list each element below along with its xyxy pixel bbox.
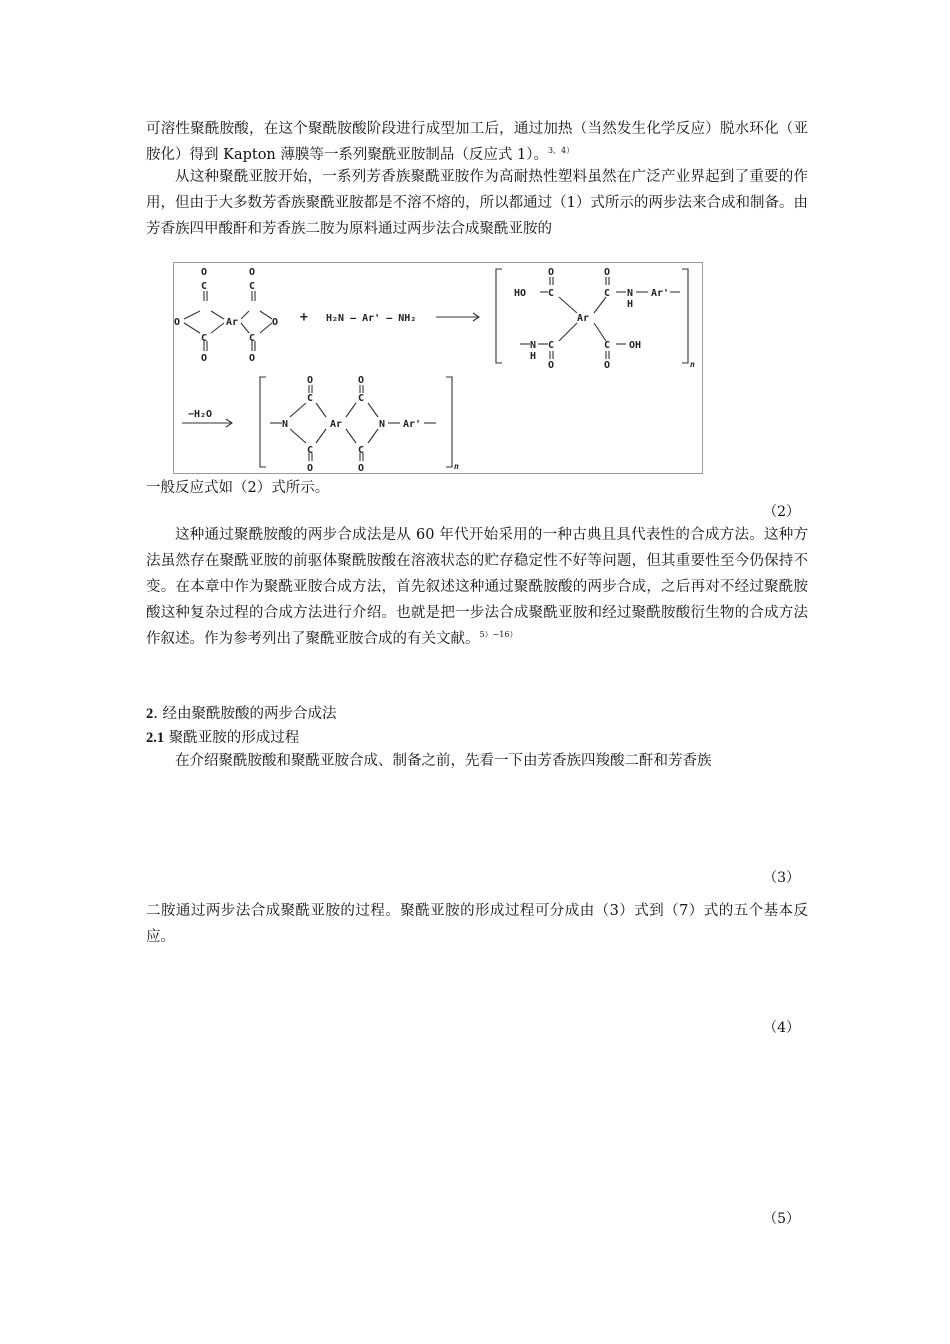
repeat-unit-n: n bbox=[454, 462, 459, 471]
plus-sign: + bbox=[300, 310, 308, 325]
atom-label: O bbox=[249, 353, 256, 364]
paragraph-reaction-ref: 一般反应式如（2）式所示。 bbox=[146, 480, 330, 496]
atom-label: O bbox=[548, 267, 555, 278]
atom-label: C bbox=[604, 288, 611, 299]
atom-label: O bbox=[358, 463, 365, 473]
atom-label: O bbox=[174, 317, 181, 328]
atom-label: O bbox=[548, 360, 555, 371]
atom-label: C bbox=[201, 333, 208, 344]
atom-label: O bbox=[358, 375, 365, 386]
atom-label: O bbox=[307, 463, 314, 473]
atom-label: Ar bbox=[577, 313, 590, 324]
atom-label: O bbox=[604, 360, 611, 371]
reaction-scheme bbox=[173, 262, 703, 474]
repeat-unit-n: n bbox=[690, 360, 695, 369]
atom-label: Ar bbox=[226, 317, 239, 328]
paragraph-intro: 可溶性聚酰胺酸，在这个聚酰胺酸阶段进行成型加工后，通过加热（当然发生化学反应）脱水环化（亚胺化）得到 Kapton 薄膜等一系列聚酰亚胺制品（反应式 1）。$^{3、4)}$ bbox=[146, 121, 808, 163]
atom-label: C bbox=[358, 393, 365, 404]
section-heading: 2. 经由聚酰胺酸的两步合成法 bbox=[146, 706, 337, 722]
subsection-heading: 2.1 聚酰亚胺的形成过程 bbox=[146, 730, 300, 746]
atom-label: OH bbox=[629, 340, 642, 351]
atom-label: C bbox=[358, 445, 365, 456]
atom-label: C bbox=[548, 340, 555, 351]
atom-label: O bbox=[249, 267, 256, 278]
paragraph-aromatic-polyimide: 从这种聚酰亚胺开始，一系列芳香族聚酰亚胺作为高耐热性塑料虽然在广泛产业界起到了重要的作用，但由于大多数芳香族聚酰亚胺都是不溶不熔的，所以都通过（1）式所示的两步法来合成和制备。由芳香族四甲酸酐和芳香族二胺为原料通过两步法合成聚酰亚胺的 bbox=[146, 169, 808, 237]
atom-label: C bbox=[307, 393, 314, 404]
atom-label: O bbox=[201, 267, 208, 278]
atom-label: C bbox=[201, 281, 208, 292]
reaction-scheme-drawing bbox=[174, 263, 702, 473]
atom-label: C bbox=[249, 333, 256, 344]
paragraph-two-step-method: 这种通过聚酰胺酸的两步合成法是从 60 年代开始采用的一种古典且具代表性的合成方法。这种方法虽然存在聚酰亚胺的前驱体聚酰胺酸在溶液状态的贮存稳定性不好等问题，但其重要性至今仍保持不变。在本章中作为聚酰亚胺合成方法，首先叙述这种通过聚酰胺酸的两步合成，之后再对不经过聚酰胺酸这种复杂过程的合成方法进行介绍。也就是把一步法合成聚酰亚胺和经过聚酰胺酸衍生物的合成方法作叙述。作为参考列出了聚酰亚胺合成的有关文献。$^{5)\sim 16)}$ bbox=[146, 527, 808, 647]
atom-label: N bbox=[627, 288, 634, 299]
atom-label: N bbox=[282, 419, 289, 430]
atom-label: C bbox=[307, 445, 314, 456]
atom-label: H bbox=[530, 351, 537, 362]
atom-label: Ar' bbox=[403, 419, 422, 430]
atom-label: O bbox=[307, 375, 314, 386]
atom-label: HO bbox=[514, 288, 527, 299]
citation-ref: 3、4） bbox=[547, 146, 575, 156]
paragraph-formation-intro: 在介绍聚酰胺酸和聚酰亚胺合成、制备之前，先看一下由芳香族四羧酸二酐和芳香族 bbox=[175, 753, 712, 769]
atom-label: H bbox=[627, 299, 634, 310]
atom-label: C bbox=[249, 281, 256, 292]
atom-label: O bbox=[604, 267, 611, 278]
citation-ref: 5）~16） bbox=[479, 630, 518, 640]
atom-label: C bbox=[604, 340, 611, 351]
atom-label: O bbox=[201, 353, 208, 364]
atom-label: Ar bbox=[330, 419, 343, 430]
paragraph-formation-process: 二胺通过两步法合成聚酰亚胺的过程。聚酰亚胺的形成过程可分成由（3）式到（7）式的五个基本反应。 bbox=[146, 903, 808, 945]
equation-number-3: （3） bbox=[763, 870, 800, 886]
equation-number-4: （4） bbox=[763, 1020, 800, 1036]
atom-label: N bbox=[530, 340, 537, 351]
atom-label: C bbox=[548, 288, 555, 299]
atom-label: Ar' bbox=[651, 288, 670, 299]
atom-label: N bbox=[379, 419, 386, 430]
equation-number-2: （2） bbox=[763, 504, 800, 520]
atom-label: O bbox=[272, 317, 279, 328]
dehydration-label: −H₂O bbox=[188, 409, 213, 420]
diamine-label: H₂N — Ar' — NH₂ bbox=[326, 313, 417, 324]
equation-number-5: （5） bbox=[763, 1211, 800, 1227]
